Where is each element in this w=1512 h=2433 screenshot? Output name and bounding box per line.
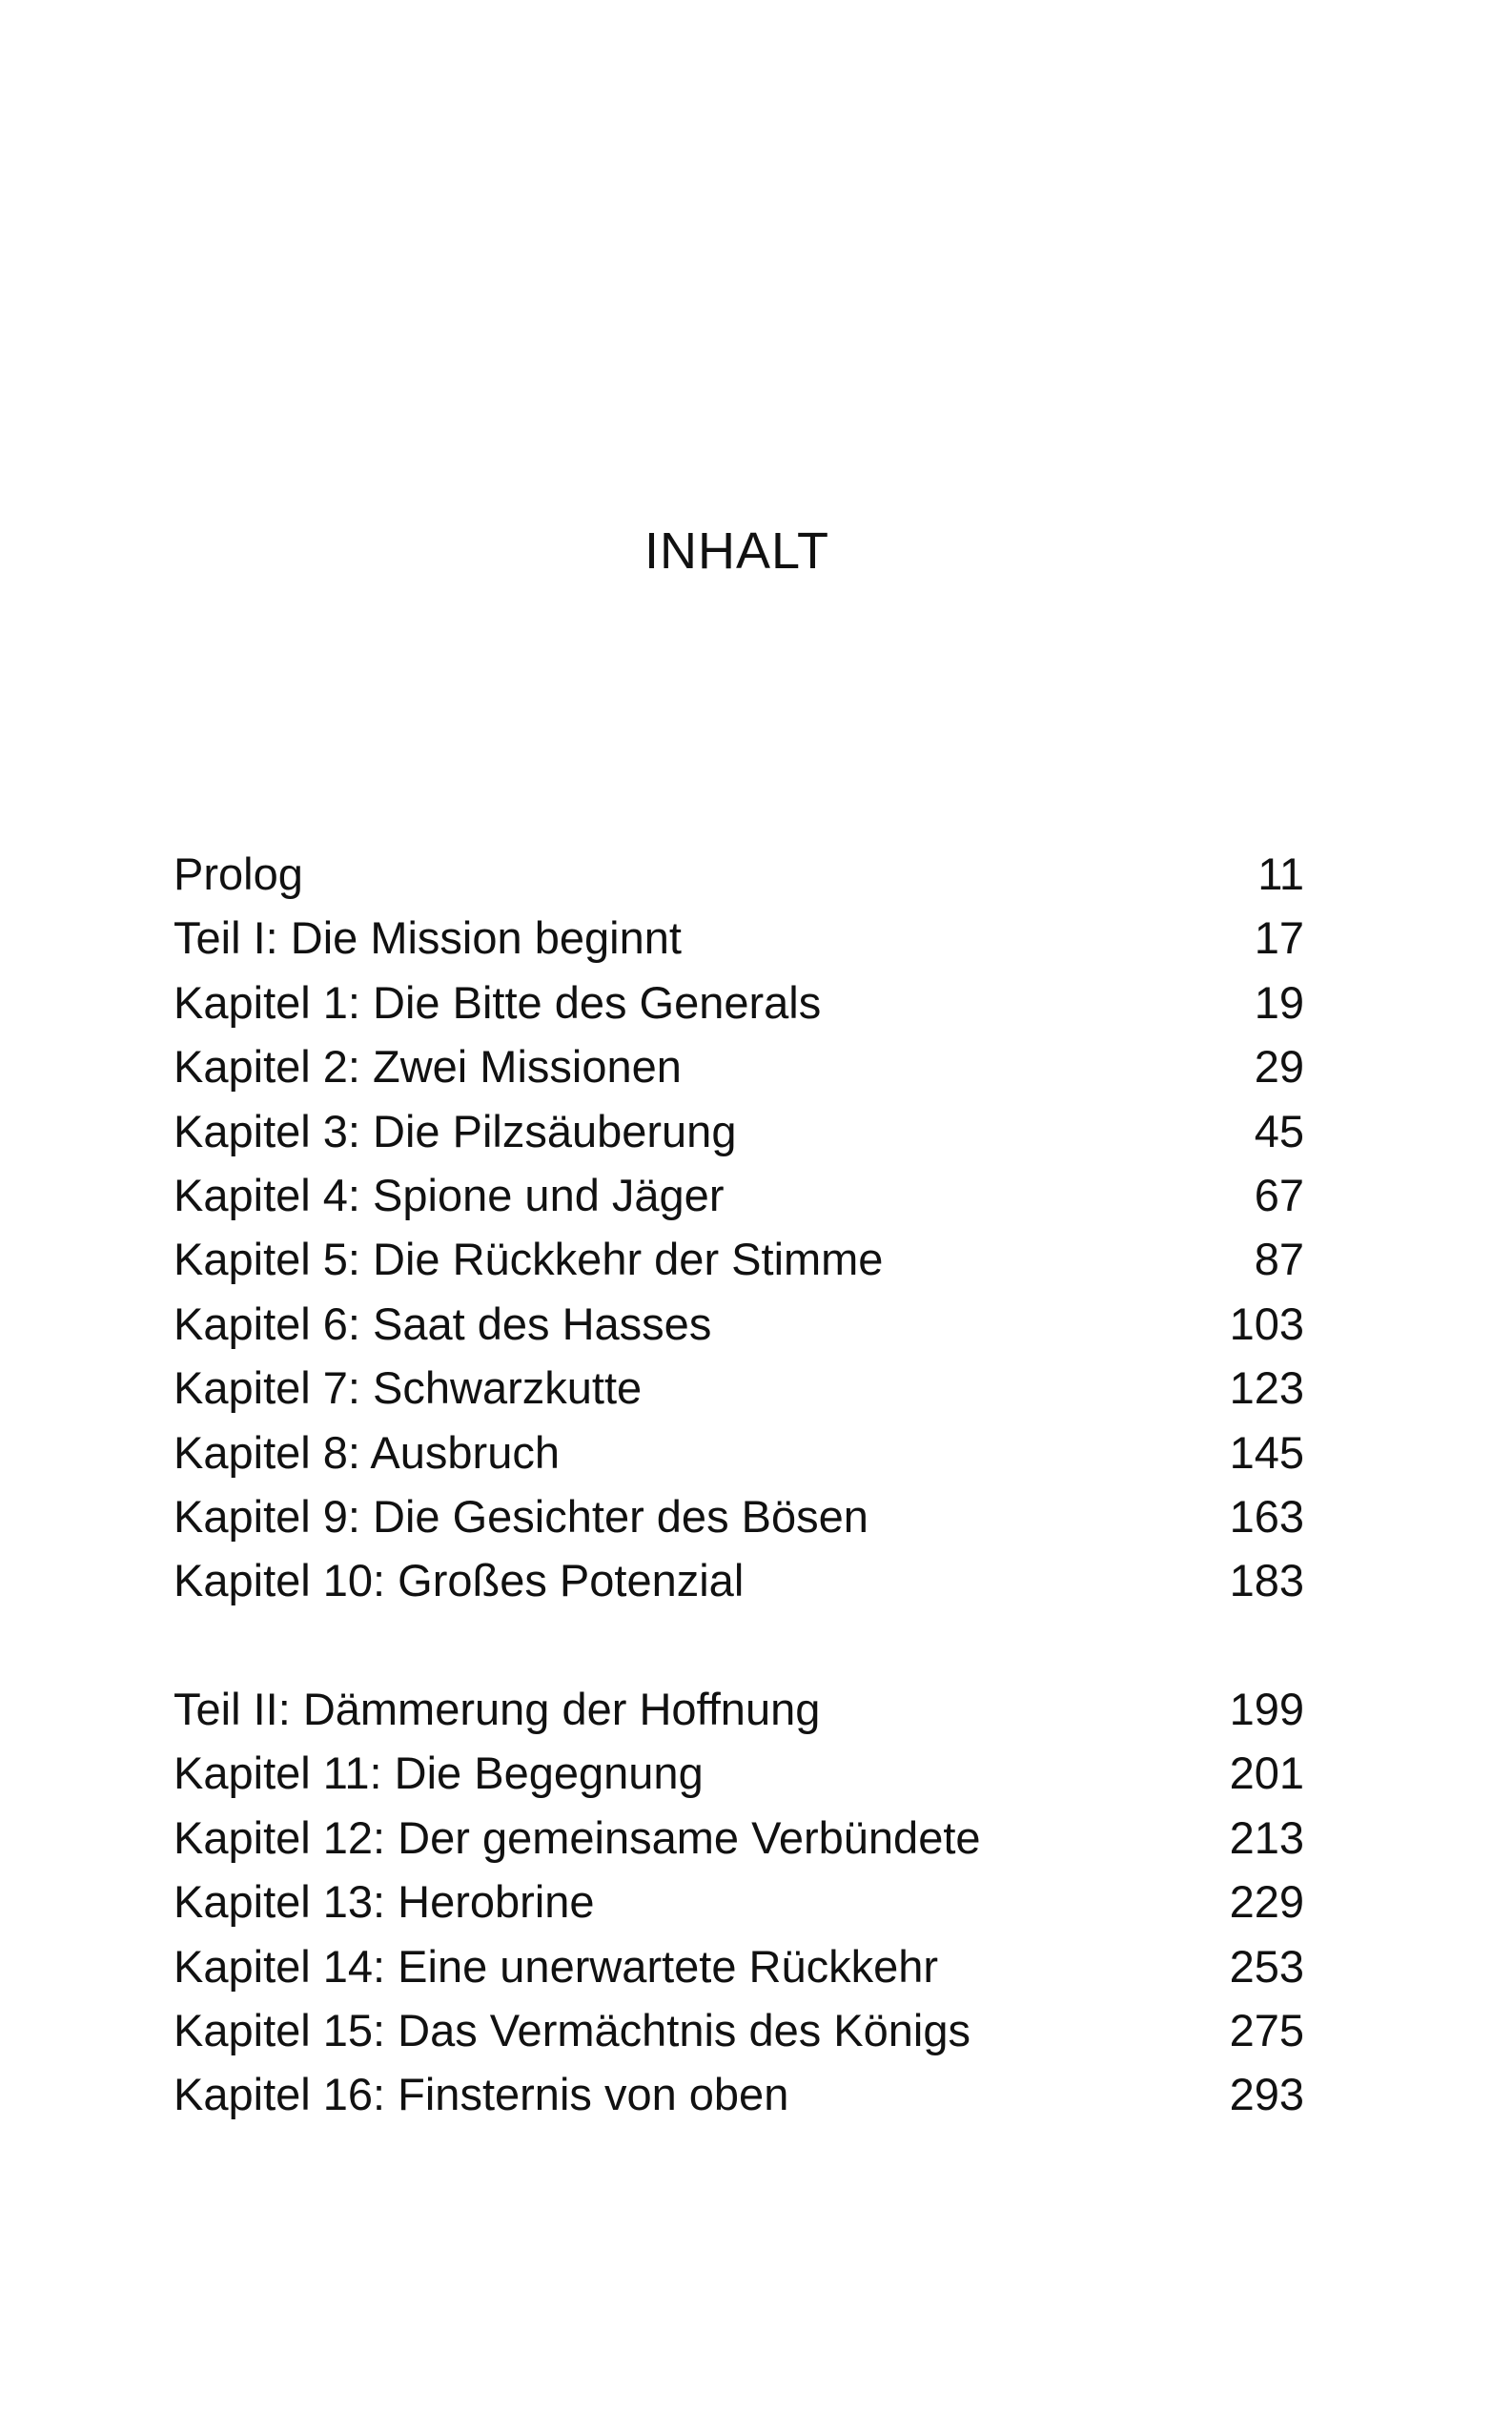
toc-entry-page: 123 [1229,1362,1304,1414]
toc-entry [174,906,1304,970]
toc-entry-page: 253 [1229,1940,1304,1992]
toc-entry-label: Kapitel 15: Das Vermächtnis des Königs [174,2005,971,2056]
toc-entry-label: Kapitel 11: Die Begegnung [174,1748,704,1799]
toc-entry-label: Kapitel 3: Die Pilzsäuberung [174,1105,737,1156]
toc-entry-label: Teil II: Dämmerung der Hoffnung [174,1684,821,1735]
page-title: INHALT [644,522,830,580]
toc-entry-page: 45 [1254,1105,1304,1156]
toc-entry [174,1870,1304,1933]
toc-entry [174,1163,1304,1227]
toc-entry-page: 17 [1254,912,1304,964]
toc-entry [174,1227,1304,1291]
toc-entry [174,1998,1304,2062]
toc-entry-label: Kapitel 8: Ausbruch [174,1426,560,1478]
toc-entry-label: Kapitel 9: Die Gesichter des Bösen [174,1490,868,1542]
toc-entry [174,1421,1304,1484]
toc-entry-label: Prolog [174,848,303,899]
toc-entry [174,1741,1304,1805]
toc-entry-label: Kapitel 13: Herobrine [174,1876,595,1928]
toc-entry [174,842,1304,906]
toc-entry [174,1806,1304,1870]
toc-entry-page: 67 [1254,1169,1304,1220]
toc-entry [174,1099,1304,1163]
toc-entry [174,971,1304,1034]
toc-entry [174,1548,1304,1612]
toc-entry [174,1292,1304,1356]
toc-entry-label: Kapitel 7: Schwarzkutte [174,1362,643,1414]
toc-entry-label: Kapitel 1: Die Bitte des Generals [174,976,822,1028]
toc-entry-label: Teil I: Die Mission beginnt [174,912,682,964]
toc-entry [174,1484,1304,1548]
toc-entry-label: Kapitel 16: Finsternis von oben [174,2069,789,2120]
toc-entry-page: 11 [1257,848,1304,899]
toc-entry-page: 163 [1229,1490,1304,1542]
toc-entry-label: Kapitel 4: Spione und Jäger [174,1169,725,1220]
toc-entry-page: 201 [1229,1748,1304,1799]
table-of-contents [174,842,1304,2127]
toc-entry [174,1034,1304,1098]
toc-entry [174,1677,1304,1741]
toc-entry-page: 229 [1229,1876,1304,1928]
toc-entry-page: 87 [1254,1234,1304,1285]
toc-entry-page: 145 [1229,1426,1304,1478]
toc-entry-label: Kapitel 5: Die Rückkehr der Stimme [174,1234,884,1285]
toc-entry-page: 293 [1229,2069,1304,2120]
toc-entry-page: 19 [1254,976,1304,1028]
section-gap [174,1613,1304,1677]
toc-entry-label: Kapitel 12: Der gemeinsame Verbündete [174,1811,981,1863]
toc-entry-label: Kapitel 10: Großes Potenzial [174,1555,745,1606]
toc-entry [174,2062,1304,2126]
toc-entry [174,1356,1304,1420]
toc-entry-page: 275 [1229,2005,1304,2056]
toc-entry-page: 213 [1229,1811,1304,1863]
toc-entry-page: 103 [1229,1298,1304,1349]
toc-entry-label: Kapitel 2: Zwei Missionen [174,1041,682,1093]
toc-entry-page: 199 [1229,1684,1304,1735]
toc-entry-label: Kapitel 14: Eine unerwartete Rückkehr [174,1940,939,1992]
toc-entry-page: 29 [1254,1041,1304,1093]
toc-entry [174,1934,1304,1998]
toc-entry-label: Kapitel 6: Saat des Hasses [174,1298,712,1349]
toc-entry-page: 183 [1229,1555,1304,1606]
